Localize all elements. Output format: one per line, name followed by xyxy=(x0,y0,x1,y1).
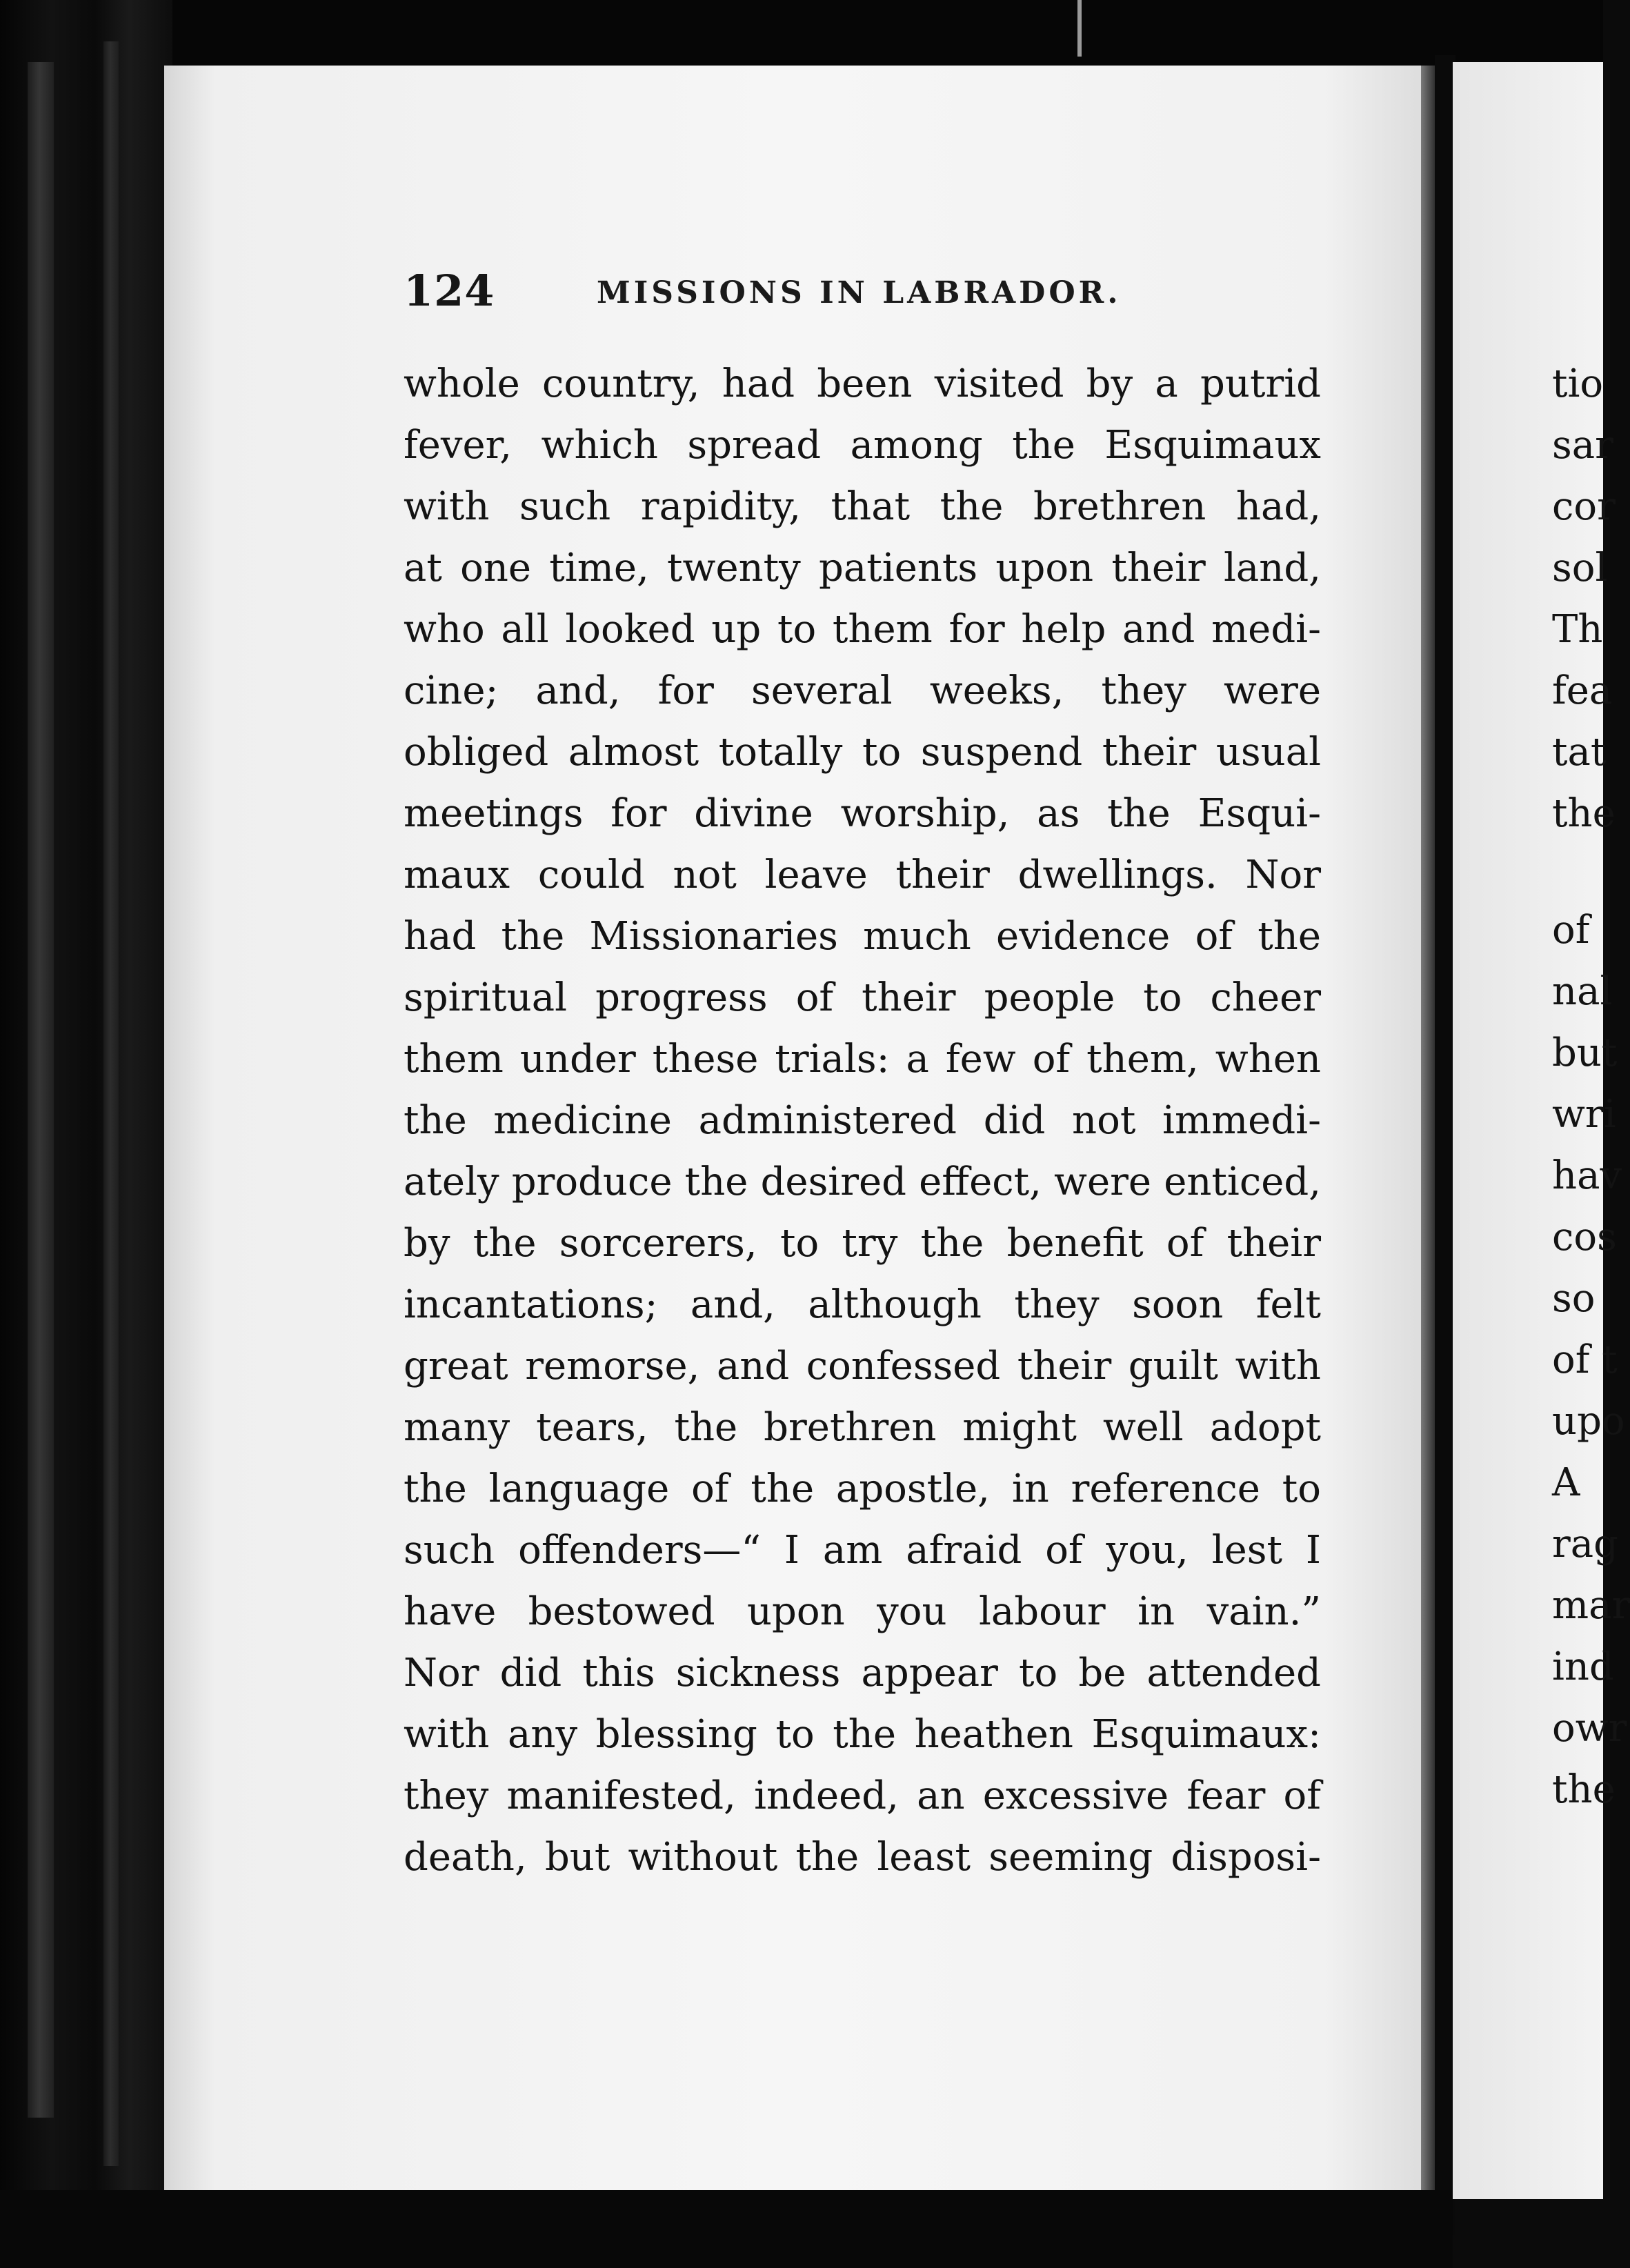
facing-text-fragment: sol xyxy=(1552,546,1608,590)
facing-text-fragment: ind xyxy=(1552,1644,1614,1689)
facing-text-fragment: the xyxy=(1552,1767,1616,1812)
facing-text-fragment: cor xyxy=(1552,484,1616,529)
text-line: maux could not leave their dwellings. Nor xyxy=(404,853,1321,897)
scan-top-mark xyxy=(1077,0,1082,57)
text-line: ately produce the desired effect, were enticed, xyxy=(404,1160,1321,1204)
facing-text-fragment: owr xyxy=(1552,1706,1627,1751)
text-line: at one time, twenty patients upon their land, xyxy=(404,546,1321,590)
page-number: 124 xyxy=(404,266,495,316)
scan-bottom-border xyxy=(0,2190,1453,2268)
text-line: great remorse, and confessed their guilt with xyxy=(404,1344,1321,1389)
text-line: fever, which spread among the Esquimaux xyxy=(404,423,1321,468)
text-line: cine; and, for several weeks, they were xyxy=(404,668,1321,713)
text-line: with any blessing to the heathen Esquimaux: xyxy=(404,1712,1321,1757)
facing-text-fragment: but xyxy=(1552,1031,1618,1075)
text-line: many tears, the brethren might well adopt xyxy=(404,1405,1321,1450)
text-line: Nor did this sickness appear to be attended xyxy=(404,1651,1321,1695)
scan-left-border xyxy=(0,0,172,2268)
text-line: meetings for divine worship, as the Esqui- xyxy=(404,791,1321,836)
text-line: the medicine administered did not immedi- xyxy=(404,1098,1321,1143)
paragraph-gap xyxy=(1552,844,1603,899)
facing-text-fragment: of t xyxy=(1552,1337,1618,1382)
text-line: who all looked up to them for help and medi- xyxy=(404,607,1321,652)
facing-text-fragment: the xyxy=(1552,791,1616,836)
facing-text-fragment: so xyxy=(1552,1276,1596,1321)
text-line: had the Missionaries much evidence of the xyxy=(404,914,1321,959)
facing-text-fragment: tat xyxy=(1552,730,1607,775)
facing-text-fragment: upo xyxy=(1552,1399,1625,1444)
facing-text-fragment: Th xyxy=(1552,607,1603,652)
facing-text-fragment: rag xyxy=(1552,1522,1619,1566)
facing-text-fragment: wri xyxy=(1552,1092,1616,1137)
text-line: such offenders—“ I am afraid of you, lest I xyxy=(404,1528,1321,1573)
facing-text-fragment: A xyxy=(1552,1460,1580,1505)
facing-text-fragment: sar xyxy=(1552,423,1613,468)
text-line: obliged almost totally to suspend their usual xyxy=(404,730,1321,775)
facing-text-fragment: of xyxy=(1552,908,1590,953)
text-line: spiritual progress of their people to cheer xyxy=(404,975,1321,1020)
text-line: they manifested, indeed, an excessive fear of xyxy=(404,1773,1321,1818)
text-line: by the sorcerers, to try the benefit of their xyxy=(404,1221,1321,1266)
text-line: incantations; and, although they soon felt xyxy=(404,1282,1321,1327)
facing-text-fragment: hav xyxy=(1552,1153,1622,1198)
page-edge-strip-inner xyxy=(103,41,119,2166)
facing-text-fragment: tio xyxy=(1552,361,1604,406)
facing-page-text xyxy=(1552,353,1630,1820)
text-line: the language of the apostle, in reference to xyxy=(404,1466,1321,1511)
facing-text-fragment: nal xyxy=(1552,969,1613,1014)
text-line: whole country, had been visited by a putrid xyxy=(404,361,1321,406)
body-text xyxy=(404,353,1321,1888)
text-line: them under these trials: a few of them, when xyxy=(404,1037,1321,1082)
text-line: with such rapidity, that the brethren had, xyxy=(404,484,1321,529)
page-edge-strip xyxy=(28,62,54,2118)
page-header xyxy=(404,266,1397,314)
facing-text-fragment: fea xyxy=(1552,668,1613,713)
facing-text-fragment: cos xyxy=(1552,1215,1617,1260)
text-line: death, but without the least seeming disposi- xyxy=(404,1835,1321,1880)
scan-top-border xyxy=(0,0,1603,76)
facing-text-fragment: mar xyxy=(1552,1583,1630,1628)
text-line: have bestowed upon you labour in vain.” xyxy=(404,1589,1321,1634)
running-head: MISSIONS IN LABRADOR. xyxy=(597,275,1122,310)
